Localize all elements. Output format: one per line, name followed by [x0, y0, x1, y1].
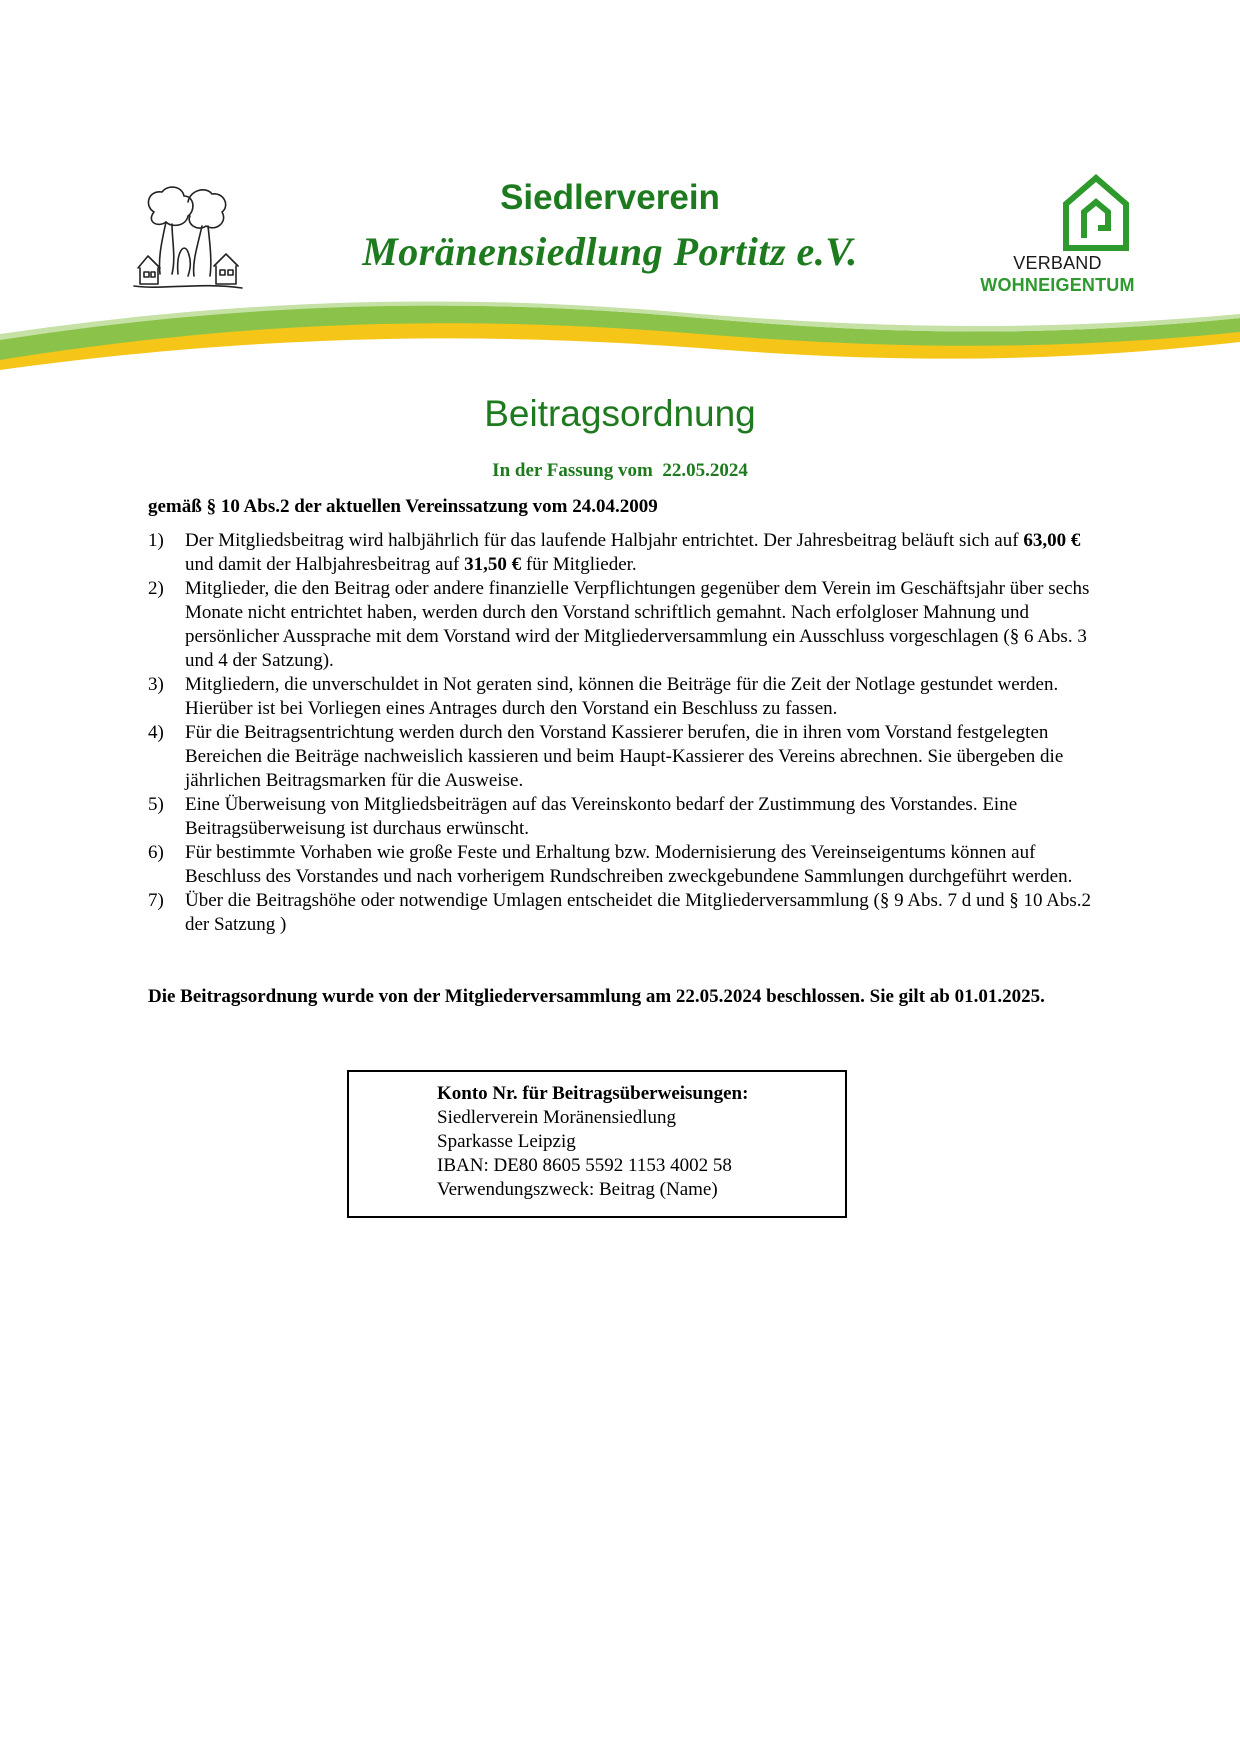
- iban: IBAN: DE80 8605 5592 1153 4002 58: [437, 1155, 732, 1176]
- verband-prefix: VERBAND: [1013, 253, 1102, 273]
- account-heading: Konto Nr. für Beitragsüberweisungen:: [437, 1083, 749, 1104]
- annual-fee: 63,00 €: [1023, 530, 1081, 551]
- verband-logo: [1060, 172, 1132, 252]
- header-wave: [0, 296, 1240, 386]
- rule-text: Mitgliedern, die unverschuldet in Not geraten sind, können die Beiträge für die Zeit der Notlage gestundet werden. Hierüber ist bei Vorliegen eines Antrages durch den Vorstand ein Beschluss zu fassen.: [185, 674, 1059, 719]
- decorative-wave: [0, 296, 1240, 386]
- rule-text: für Mitglieder.: [521, 554, 637, 575]
- list-number: 7): [148, 890, 164, 911]
- list-item: [148, 721, 1092, 793]
- document-title: Beitragsordnung: [484, 393, 756, 434]
- house-outline-icon: [1060, 172, 1132, 252]
- rule-text: Über die Beitragshöhe oder notwendige Umlagen entscheidet die Mitgliederversammlung (§ 9 Abs. 7 d und § 10 Abs.2 der Satzung ): [185, 890, 1092, 935]
- list-number: 1): [148, 530, 164, 551]
- club-subname: Moränensiedlung Portitz e.V.: [362, 229, 858, 274]
- bank-account-box: [347, 1070, 847, 1218]
- payment-reference: Verwendungszweck: Beitrag (Name): [437, 1179, 718, 1200]
- trees-and-houses-sketch-icon: [132, 182, 244, 294]
- rule-text: Eine Überweisung von Mitgliedsbeiträgen auf das Vereinskonto bedarf der Zustimmung des Vorstandes. Eine Beitragsüberweisung ist durchaus erwünscht.: [185, 794, 1018, 839]
- club-logo: [132, 182, 244, 294]
- list-number: 6): [148, 842, 164, 863]
- statute-reference: gemäß § 10 Abs.2 der aktuellen Vereinssatzung vom 24.04.2009: [148, 496, 658, 517]
- rule-text: Für die Beitragsentrichtung werden durch den Vorstand Kassierer berufen, die in ihren vom Vorstand festgelegten Bereichen die Beiträge nachweislich kassieren und beim Haupt-Kassierer des Vereins abrechnen. Sie übergeben die jährlichen Beitragsmarken für die Ausweise.: [185, 722, 1064, 791]
- list-item: [148, 529, 1092, 577]
- version-line: In der Fassung vom 22.05.2024: [492, 460, 748, 481]
- rule-text: Mitglieder, die den Beitrag oder andere finanzielle Verpflichtungen gegenüber dem Verein im Geschäftsjahr über sechs Monate nicht entrichtet haben, werden durch den Vorstand schriftlich gemahnt. Nach erfolgloser Mahnung und persönlicher Aussprache mit dem Vorstand wird der Mitgliederversammlung ein Ausschluss vorgeschlagen (§ 6 Abs. 3 und 4 der Satzung).: [185, 578, 1090, 671]
- list-number: 2): [148, 578, 164, 599]
- verband-name: WOHNEIGENTUM: [980, 275, 1135, 295]
- account-holder: Siedlerverein Moränensiedlung: [437, 1107, 677, 1128]
- rules-list: [148, 529, 1092, 937]
- rule-text: Der Mitgliedsbeitrag wird halbjährlich für das laufende Halbjahr entrichtet. Der Jahresbeitrag beläuft sich auf: [185, 530, 1024, 551]
- list-number: 3): [148, 674, 164, 695]
- rule-text: und damit der Halbjahresbeitrag auf: [185, 554, 465, 575]
- bank-name: Sparkasse Leipzig: [437, 1131, 576, 1152]
- list-item: [148, 793, 1092, 841]
- club-name: Siedlerverein: [500, 178, 720, 217]
- list-item: [148, 577, 1092, 673]
- list-item: [148, 841, 1092, 889]
- list-item: [148, 673, 1092, 721]
- verband-wordmark: [935, 252, 1180, 296]
- rule-text: Für bestimmte Vorhaben wie große Feste und Erhaltung bzw. Modernisierung des Vereinseigentums können auf Beschluss des Vorstandes und nach vorherigem Rundschreiben zweckgebundene Sammlungen durchgeführt werden.: [185, 842, 1073, 887]
- list-item: [148, 889, 1092, 937]
- list-number: 5): [148, 794, 164, 815]
- half-year-fee: 31,50 €: [464, 554, 522, 575]
- list-number: 4): [148, 722, 164, 743]
- resolution-statement: Die Beitragsordnung wurde von der Mitgliederversammlung am 22.05.2024 beschlossen. Sie gilt ab 01.01.2025.: [148, 986, 1045, 1007]
